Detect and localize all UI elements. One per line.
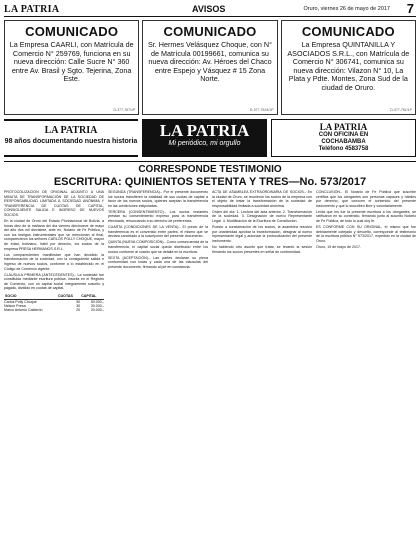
article-column-1 [4, 190, 104, 538]
paragraph: CONCLUSIÓN.- El Notario de Fe Pública que suscribe certifica que los otorgantes son personas capaces y hábiles por derecho, que conocen el contenido del presente instrumento y que lo suscriben libre y voluntariamente. [316, 190, 416, 208]
table-header: CUOTAS [57, 293, 80, 300]
notice-box [281, 20, 416, 115]
paragraph: SEXTA (ACEPTACIÓN).- Las partes declaran su plena conformidad con todas y cada una de las cláusulas del presente documento, firmando al pie en constancia. [108, 255, 208, 269]
paragraph: Leída que les fue la presente escritura a los otorgantes, se ratificaron en su contenido, firmando junto al suscrito Notario de Fe Pública, de todo lo cual doy fe. [316, 209, 416, 224]
notice-box [4, 20, 139, 115]
paragraph: Orden del día: 1. Lectura del acta anterior. 2. Transformación de la sociedad. 3. Designación de nuevo Representante Legal. 4. Modificación de la Escritura de Constitución. [212, 209, 312, 224]
paragraph: CLÁUSULA PRIMERA (ANTECEDENTES).- La sociedad fue constituida mediante escritura pública, inscrita en el Registro de Comercio, con un capital social íntegramente suscrito y pagado, dividido en cuotas de capital. [4, 272, 104, 291]
paragraph: ES CONFORME CON SU ORIGINAL, el mismo que fue debidamente cotejado y devuelto, corresponde al testimonio de la escritura pública N° 573/2017, expedido en la ciudad de Oruro. [316, 225, 416, 243]
table-cell: 50 [76, 299, 81, 304]
paragraph: Oruro, 19 de mayo de 2017. [316, 245, 361, 250]
paragraph: QUINTA (NUEVA COMPOSICIÓN).- Como consecuencia de la transferencia, el capital social queda distribuido entre los socios conforme al cuadro que se detalla en la escritura. [108, 240, 208, 254]
table-cell: 20 [76, 307, 81, 312]
paragraph: CUARTA (CONDICIONES DE LA VENTA).- El precio de la transferencia es el convenido entre partes, el mismo que se declara cancelado a la suscripción del presente documento. [108, 225, 208, 239]
notice-text: Sr. Hermes Velásquez Choque, con N° de Matrícula 00199661, comunica su nueva dirección: Av. Héroes del Chaco entre Espejo y Vásquez # 15 Zona Norte. [148, 40, 272, 84]
ad-office-line2: COCHABAMBA [321, 139, 366, 145]
table-cell: 30.000,- [90, 303, 104, 308]
article-column-2 [108, 190, 208, 538]
ad-slogan [142, 119, 267, 157]
paragraph: Los comparecientes manifiestan que han decidido la transformación de la sociedad, con la consiguiente salida e ingreso de nuevos socios, conforme a lo establecido en el Código de Comercio vigente. [4, 252, 104, 271]
section-title: AVISOS [192, 4, 226, 14]
ad-history [4, 119, 138, 157]
ad-office-title: LA PATRIA [319, 122, 368, 132]
notice-code: D-377-7624/1P [249, 108, 274, 112]
ad-office-line1: CON OFICINA EN [318, 132, 369, 138]
table-cell: Marco Antonio Calderón [4, 307, 43, 312]
ad-office [271, 119, 416, 157]
notice-code: D-377-767/1P [113, 108, 136, 112]
page-header [4, 2, 416, 17]
article-heading [4, 161, 416, 188]
table-row [4, 308, 104, 312]
notice-text: La Empresa QUINTANILLA Y ASOCIADOS S.R.L., con Matrícula de Comercio N° 306741, comunica su nueva dirección: Vilazon N° 10, La Plata y Pdte. Montes, Zona Sud de la ciudad de Oruro. [287, 40, 410, 92]
article-column-3 [212, 190, 312, 538]
notice-title: COMUNICADO [301, 24, 395, 39]
paragraph: TERCERA (CONSENTIMIENTO).- Los socios restantes prestan su consentimiento expreso para la transferencia efectuada, renunciando a su derecho de preferencia. [108, 209, 208, 224]
capital-table [4, 293, 104, 312]
issue-date: Oruro, viernes 26 de mayo de 2017 [303, 6, 390, 12]
table-cell: 20.000,- [90, 307, 104, 312]
article-column-4 [316, 190, 416, 538]
table-cell: Nelson Presa [4, 303, 26, 308]
page-number: 7 [406, 1, 414, 16]
table-header: CAPITAL [80, 293, 104, 300]
table-cell: 30 [76, 303, 81, 308]
table-cell: 50.000,- [90, 299, 104, 304]
notice-code: D-377-761/1P [390, 108, 412, 112]
ads-row [4, 119, 416, 157]
notice-box [142, 20, 277, 115]
paragraph: Puesto a consideración de los socios, la asamblea resolvió por unanimidad aprobar la transformación, designar al nuevo representante legal y autorizar la protocolización del presente instrumento. [212, 225, 312, 243]
notice-title: COMUNICADO [25, 24, 119, 39]
paragraph: No habiendo otro asunto que tratar, se levantó la sesión firmando los socios presentes en señal de conformidad. [212, 245, 312, 254]
paragraph: PROTOCOLIZACIÓN DE ORIGINAL ADJUNTO A UNA MINUTA DE TRANSFORMACIÓN DE LA SOCIEDAD DE RESPONSABILIDAD LIMITADA A SOCIEDAD ANÓNIMA Y TRANSFERENCIA DE CUOTAS DE CAPITAL, CONSIGUIENTE SALIDA E INGRESO DE NUEVOS SOCIOS. [4, 190, 104, 217]
ad-slogan-title: LA PATRIA [159, 121, 250, 140]
ad-history-title: LA PATRIA [44, 125, 98, 136]
paragraph: ACTA DE ASAMBLEA EXTRAORDINARIA DE SOCIOS.- En la ciudad de Oruro, se reunieron los socios de la empresa con el objeto de tratar la transformación de la sociedad de responsabilidad limitada a sociedad anónima. [212, 190, 312, 208]
notices-row [4, 20, 416, 115]
paragraph: SEGUNDA (TRANSFERENCIA).- Por el presente documento los socios transfieren la totalidad de sus cuotas de capital a favor de los nuevos socios, quienes aceptan la transferencia en las condiciones estipuladas. [108, 190, 208, 208]
notice-text: La Empresa CAARLI, con Matrícula de Comercio N° 259769, funciona en su nueva dirección: Calle Sucre N° 360 entre Av. Brasil y Sgto. Tejerina, Zona Este. [9, 40, 134, 84]
article-subtitle: ESCRITURA: QUINIENTOS SETENTA Y TRES—No. 573/2017 [53, 176, 367, 188]
paragraph: En la ciudad de Oruro del Estado Plurinacional de Bolivia, a horas diez de la mañana del día viernes diecinueve de mayo del año dos mil diecisiete, ante mí, Notario de Fe Pública, y con los testigos instrumentales que se mencionan al final, comparecieron los señores CARLOS POLLY CHOQUE, mayor de edad, boliviano, hábil por derecho, los socios de la empresa PRESA HERMANOS S.R.L. [4, 219, 104, 251]
ad-history-subtitle: 98 años documentando nuestra historia [4, 138, 138, 145]
table-header: SOCIO [4, 293, 57, 300]
article-body [4, 190, 416, 538]
ad-slogan-subtitle: Mi periódico, mi orgullo [168, 140, 241, 147]
notice-title: COMUNICADO [163, 24, 257, 39]
article-title: CORRESPONDE TESTIMONIO [138, 164, 282, 175]
table-cell: Carlos Polly Choque [4, 299, 37, 304]
newspaper-brand: LA PATRIA [4, 3, 60, 15]
ad-office-line3: Teléfono 4583758 [318, 146, 369, 152]
